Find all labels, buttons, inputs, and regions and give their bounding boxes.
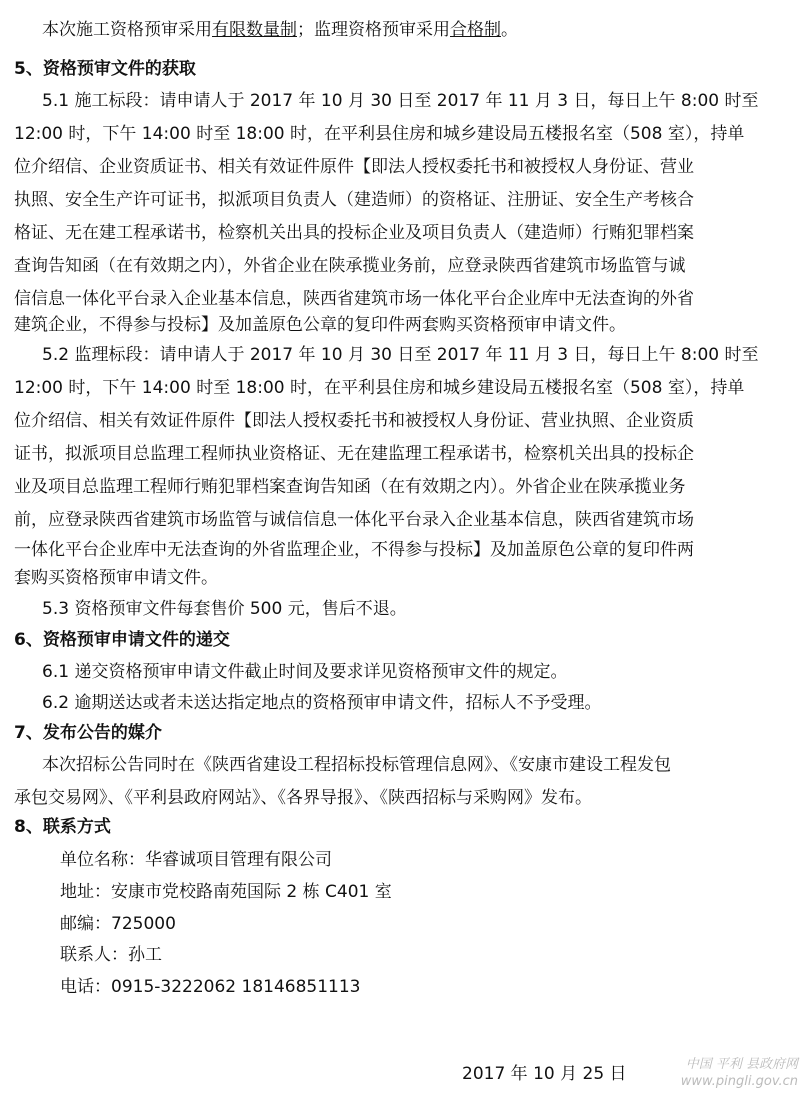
section7-heading: 7、发布公告的媒介: [14, 723, 162, 743]
p52-line: 业及项目总监理工程师行贿犯罪档案查询告知函（在有效期之内）。外省企业在陕承揽业务: [14, 477, 686, 497]
p52-line: 前，应登录陕西省建筑市场监管与诚信信息一体化平台录入企业基本信息，陕西省建筑市场: [14, 510, 694, 530]
p51-line: 格证、无在建工程承诺书，检察机关出具的投标企业及项目负责人（建造师）行贿犯罪档案: [14, 223, 694, 243]
p51-line: 查询告知函（在有效期之内），外省企业在陕承揽业务前，应登录陕西省建筑市场监管与诚: [14, 256, 686, 276]
contact-postcode: 邮编：725000: [60, 914, 176, 934]
contact-phone: 电话：0915-3222062 18146851113: [60, 977, 361, 997]
p62: 6.2 逾期送达或者未送达指定地点的资格预审申请文件，招标人不予受理。: [42, 693, 602, 713]
p52-line: 5.2 监理标段：请申请人于 2017 年 10 月 30 日至 2017 年 11 月 3 日，每日上午 8:00 时至: [42, 345, 759, 365]
intro-prefix: 本次施工资格预审采用: [42, 20, 212, 40]
intro-suffix: 。: [501, 20, 518, 40]
document-date: 2017 年 10 月 25 日: [462, 1064, 627, 1084]
watermark-name: 中国 平利 县政府网: [685, 1057, 798, 1072]
section6-heading: 6、资格预审申请文件的递交: [14, 630, 230, 650]
p51-line: 执照、安全生产许可证书，拟派项目负责人（建造师）的资格证、注册证、安全生产考核合: [14, 190, 694, 210]
contact-person: 联系人：孙工: [60, 945, 162, 965]
section5-heading: 5、资格预审文件的获取: [14, 59, 196, 79]
p52-line: 位介绍信、相关有效证件原件【即法人授权委托书和被授权人身份证、营业执照、企业资质: [14, 411, 694, 431]
p53: 5.3 资格预审文件每套售价 500 元，售后不退。: [42, 599, 407, 619]
p52-line: 12:00 时，下午 14:00 时至 18:00 时，在平利县住房和城乡建设局五楼报名室（508 室），持单: [14, 378, 745, 398]
p51-line: 位介绍信、企业资质证书、相关有效证件原件【即法人授权委托书和被授权人身份证、营业: [14, 157, 694, 177]
contact-unit: 单位名称：华睿诚项目管理有限公司: [60, 850, 332, 870]
section8-heading: 8、联系方式: [14, 817, 111, 837]
p51-line: 信信息一体化平台录入企业基本信息，陕西省建筑市场一体化平台企业库中无法查询的外省: [14, 289, 694, 309]
p52-line: 套购买资格预审申请文件。: [14, 568, 218, 588]
supervision-method: 合格制: [450, 20, 501, 40]
p51-line: 12:00 时，下午 14:00 时至 18:00 时，在平利县住房和城乡建设局五楼报名室（508 室），持单: [14, 124, 745, 144]
p51-line: 建筑企业，不得参与投标】及加盖原色公章的复印件两套购买资格预审申请文件。: [14, 315, 626, 335]
watermark-url: www.pingli.gov.cn: [680, 1074, 798, 1089]
section7-line: 承包交易网》、《平利县政府网站》、《各界导报》、《陕西招标与采购网》发布。: [14, 788, 592, 808]
p51-line: 5.1 施工标段：请申请人于 2017 年 10 月 30 日至 2017 年 11 月 3 日，每日上午 8:00 时至: [42, 91, 759, 111]
site-watermark: [618, 1056, 798, 1108]
construction-method: 有限数量制: [212, 20, 297, 40]
intro-line: [0, 18, 800, 42]
p52-line: 证书，拟派项目总监理工程师执业资格证、无在建监理工程承诺书，检察机关出具的投标企: [14, 444, 694, 464]
p61: 6.1 递交资格预审申请文件截止时间及要求详见资格预审文件的规定。: [42, 662, 568, 682]
intro-middle: ；监理资格预审采用: [297, 20, 450, 40]
p52-line: 一体化平台企业库中无法查询的外省监理企业，不得参与投标】及加盖原色公章的复印件两: [14, 540, 694, 560]
contact-address: 地址：安康市党校路南苑国际 2 栋 C401 室: [60, 882, 392, 902]
section7-line: 本次招标公告同时在《陕西省建设工程招标投标管理信息网》、《安康市建设工程发包: [42, 755, 671, 775]
